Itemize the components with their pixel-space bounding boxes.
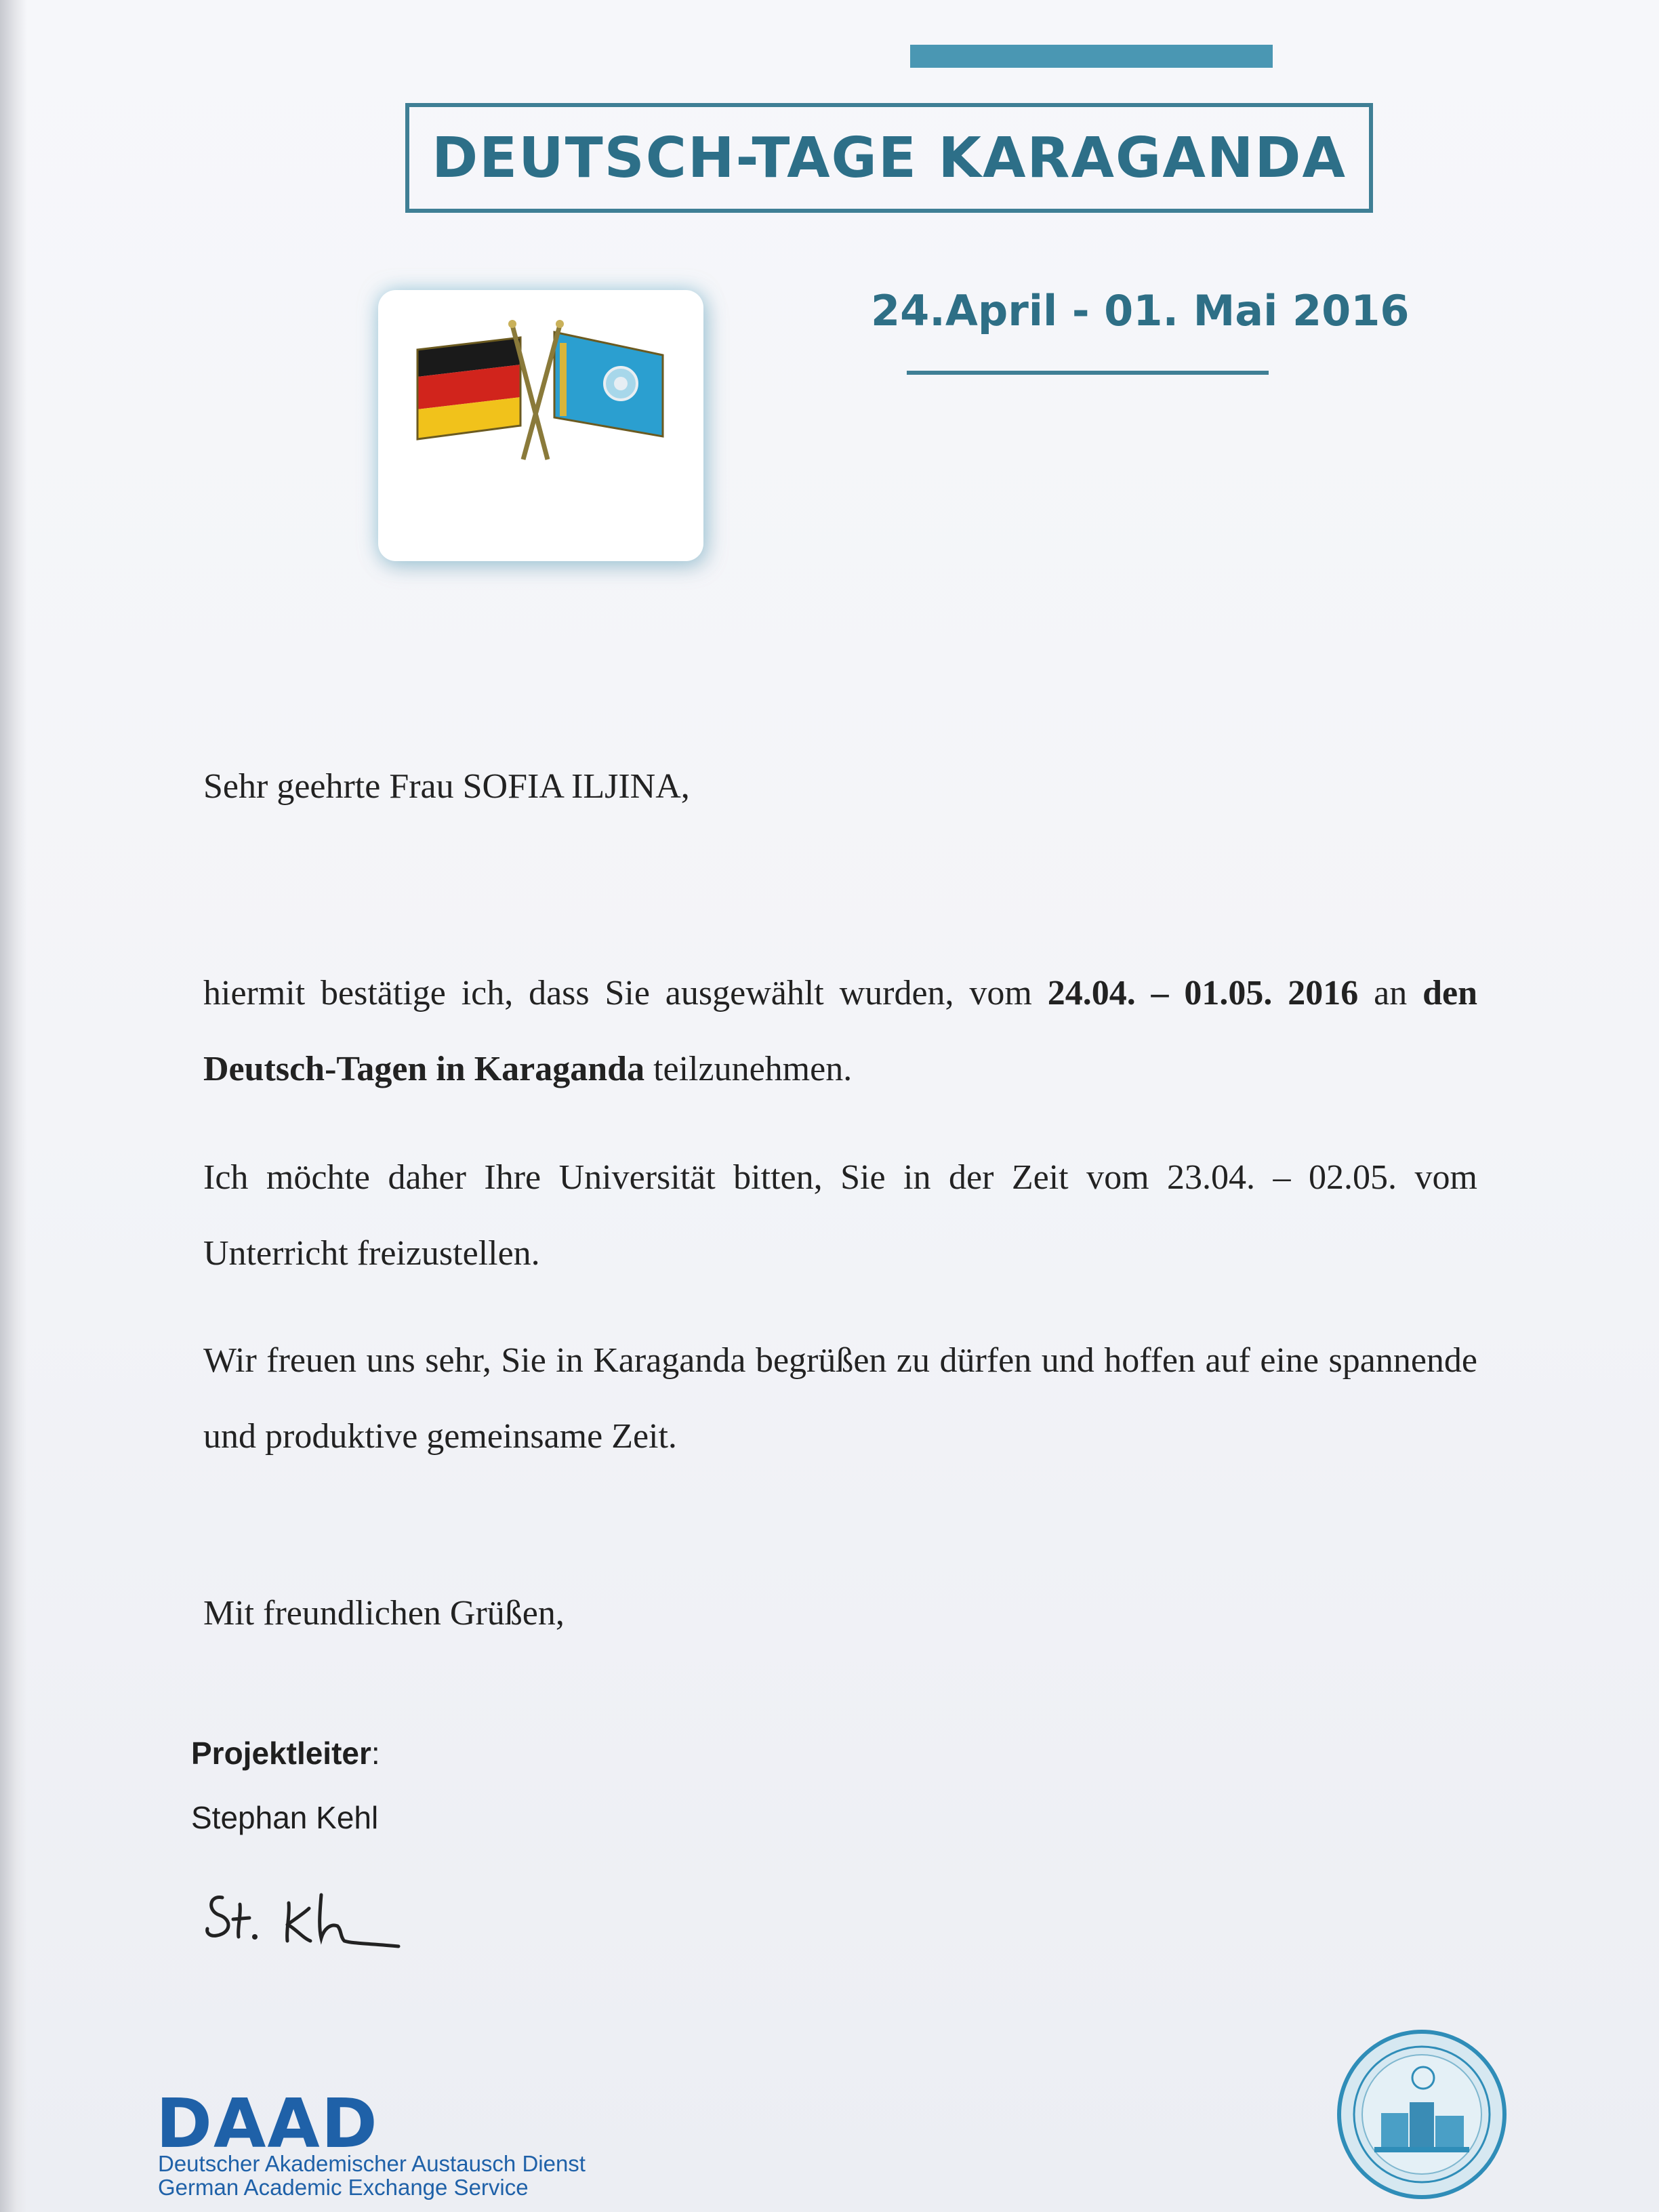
date-underline [907, 371, 1269, 375]
daad-logo: DAAD [156, 2084, 379, 2163]
p1-text-2: an [1358, 974, 1423, 1012]
p1-bold-event: den Deutsch-Tagen in Karaganda [203, 974, 1477, 1088]
paragraph-release-request: Ich möchte daher Ihre Universität bitten, Sie in der Zeit vom 23.04. – 02.05. vom Unterricht freizustellen. [203, 1158, 1477, 1273]
handwritten-signature-icon [202, 1870, 419, 1965]
german-flag-icon [417, 337, 520, 439]
p1-text-3: teilzunehmen. [644, 1050, 853, 1088]
page-edge-shadow [0, 0, 27, 2212]
p1-bold-dates: 24.04. – 01.05. 2016 [1047, 974, 1359, 1012]
crossed-flags-pin-icon [378, 290, 703, 561]
project-lead-label-text: Projektleiter [191, 1736, 371, 1771]
paragraph-confirmation [203, 956, 1477, 1107]
closing: Mit freundlichen Grüßen, [203, 1594, 565, 1633]
event-dates: 24.April - 01. Mai 2016 [871, 286, 1410, 335]
p1-text-1: hiermit bestätige ich, dass Sie ausgewählt wurden, vom [203, 974, 1048, 1012]
title-box [405, 103, 1373, 213]
project-lead-label [191, 1735, 380, 1771]
event-title: DEUTSCH-TAGE KARAGANDA [432, 125, 1347, 190]
flags-graphic [378, 290, 703, 561]
round-stamp-icon [1334, 2026, 1510, 2203]
project-lead-name: Stephan Kehl [191, 1800, 379, 1835]
project-lead-label-colon: : [371, 1736, 380, 1771]
header-accent-bar [910, 45, 1273, 68]
salutation: Sehr geehrte Frau SOFIA ILJINA, [203, 767, 690, 806]
kazakhstan-flag-icon [554, 332, 663, 436]
paragraph-welcome: Wir freuen uns sehr, Sie in Karaganda begrüßen zu dürfen und hoffen auf eine spannende und produktive gemeinsame Zeit. [203, 1341, 1477, 1456]
daad-name-german: Deutscher Akademischer Austausch Dienst [158, 2151, 586, 2176]
daad-name-english: German Academic Exchange Service [158, 2175, 529, 2200]
